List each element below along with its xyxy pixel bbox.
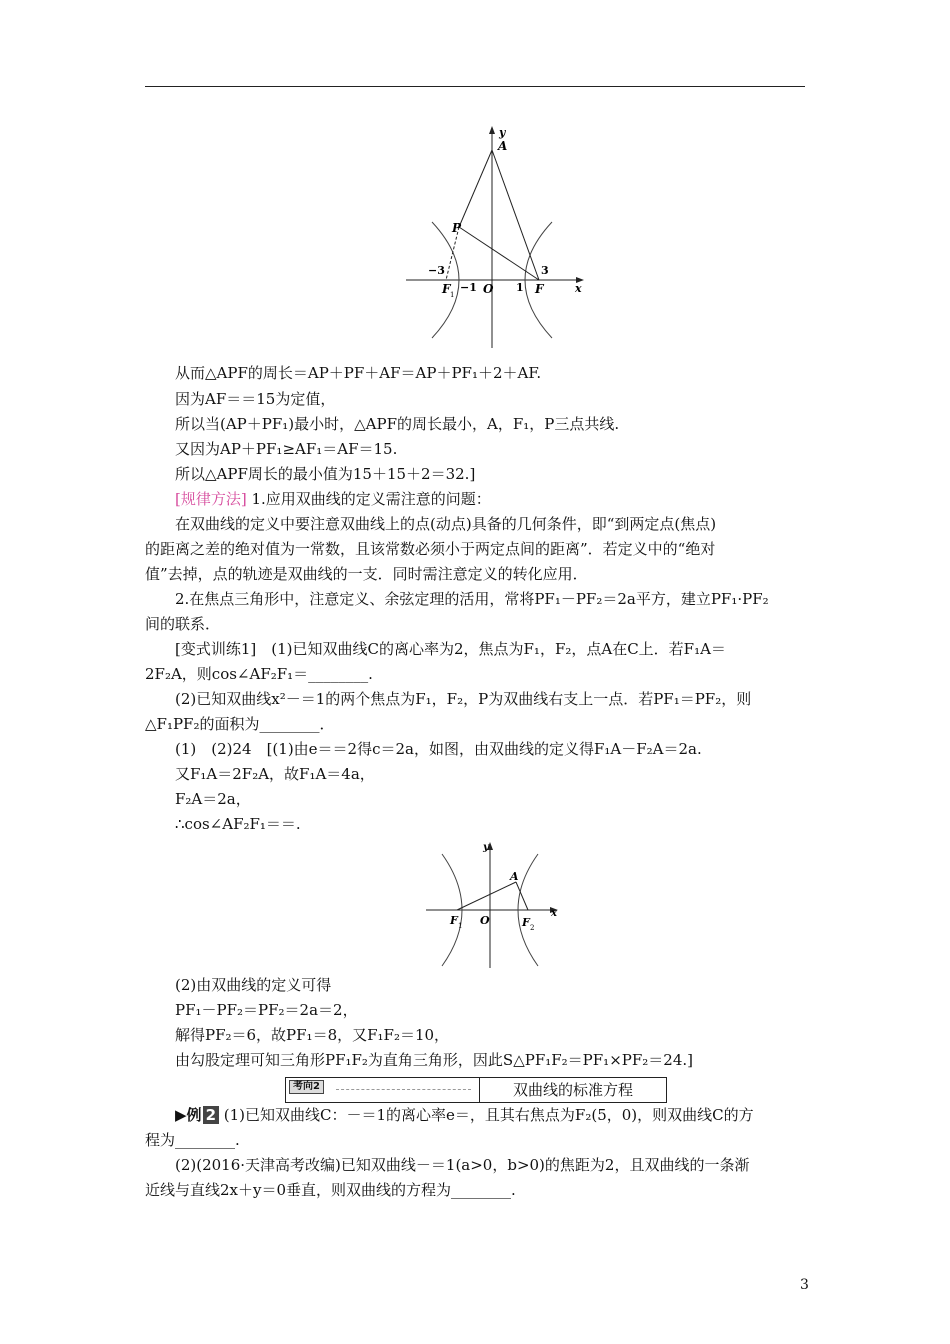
page-number: 3 — [800, 1277, 809, 1293]
section-tag: 考向2 — [289, 1080, 324, 1094]
text-line: 近线与直线2x＋y＝0垂直，则双曲线的方程为________. — [145, 1181, 516, 1199]
fig1-x-label: x — [575, 282, 582, 295]
method-text: 1.应用双曲线的定义需注意的问题： — [246, 490, 491, 508]
text-line: △F₁PF₂的面积为________． — [145, 715, 335, 733]
text-line: 程为________. — [145, 1131, 240, 1149]
hyperbola-figure-2 — [420, 840, 565, 970]
top-rule — [145, 86, 805, 87]
fig2-point-f2: F — [522, 916, 530, 929]
text-line: 又F₁A＝2F₂A，故F₁A＝4a， — [175, 765, 375, 783]
text-line: 又因为AP＋PF₁≥AF₁＝AF＝15. — [175, 440, 398, 458]
method-line — [175, 489, 491, 509]
fig1-point-f1-sub: 1 — [450, 291, 455, 299]
example-number: 2 — [203, 1106, 219, 1124]
example-label: 例 — [186, 1106, 202, 1124]
hyperbola-figure-1 — [400, 122, 590, 350]
text-line: 所以△APF周长的最小值为15＋15＋2＝32.] — [175, 465, 476, 483]
fig1-y-label: y — [499, 126, 506, 139]
text-line: 2.在焦点三角形中，注意定义、余弦定理的活用，常将PF₁－PF₂＝2a平方，建立PF₁·PF₂ — [175, 590, 769, 608]
text-line: 解得PF₂＝6，故PF₁＝8，又F₁F₂＝10， — [175, 1026, 450, 1044]
text-line: 因为AF＝＝15为定值， — [175, 390, 336, 408]
fig1-point-p: P — [452, 221, 462, 235]
fig1-one: 1 — [516, 281, 524, 294]
fig1-point-f1: F — [442, 282, 451, 296]
text-line: PF₁－PF₂＝PF₂＝2a＝2， — [175, 1001, 358, 1019]
example-text: (1)已知双曲线C：－＝1的离心率e＝，且其右焦点为F₂(5，0)，则双曲线C的方 — [223, 1106, 754, 1124]
text-line: 2F₂A，则cos∠AF₂F₁＝________. — [145, 665, 373, 683]
method-tag: [规律方法] — [175, 490, 247, 508]
fig2-point-f1-sub: 1 — [458, 922, 463, 930]
text-line: 由勾股定理可知三角形PF₁F₂为直角三角形，因此S△PF₁F₂＝PF₁×PF₂＝24.] — [175, 1051, 693, 1069]
section-dashed-line — [336, 1089, 471, 1090]
text-line: (2)由双曲线的定义可得 — [175, 976, 332, 994]
text-line: 在双曲线的定义中要注意双曲线上的点(动点)具备的几何条件，即“到两定点(焦点) — [175, 515, 717, 533]
fig2-x-label: x — [551, 908, 557, 919]
fig1-three: 3 — [541, 264, 549, 277]
text-line: (2)(2016·天津高考改编)已知双曲线－＝1(a>0，b>0)的焦距为2，且双曲线的一条渐 — [175, 1156, 750, 1174]
fig1-neg1: −1 — [460, 281, 477, 294]
text-line: 值”去掉，点的轨迹是双曲线的一支．同时需注意定义的转化应用． — [145, 565, 588, 583]
example-badge: ▶例 2 — [175, 1105, 219, 1125]
text-line: ∴cos∠AF₂F₁＝＝. — [175, 815, 301, 833]
fig1-neg3: −3 — [428, 264, 445, 277]
text-line: (1) (2)24 [(1)由e＝＝2得c＝2a，如图，由双曲线的定义得F₁A－F₂A＝2a. — [175, 740, 702, 758]
fig1-origin: O — [483, 282, 494, 296]
text-line: F₂A＝2a， — [175, 790, 251, 808]
fig2-y-label: y — [483, 842, 489, 853]
fig1-point-f: F — [535, 282, 544, 296]
text-line: 的距离之差的绝对值为一常数，且该常数必须小于两定点间的距离”．若定义中的“绝对 — [145, 540, 716, 558]
text-line: (2)已知双曲线x²－＝1的两个焦点为F₁，F₂，P为双曲线右支上一点．若PF₁＝PF₂，则 — [175, 690, 752, 708]
text-line: 间的联系． — [145, 615, 221, 633]
text-line: [变式训练1] (1)已知双曲线C的离心率为2，焦点为F₁，F₂，点A在C上．若F₁A＝ — [175, 640, 726, 658]
section-header-left — [286, 1078, 480, 1102]
example-line — [175, 1105, 754, 1125]
text-line: 所以当(AP＋PF₁)最小时，△APF的周长最小，A，F₁，P三点共线. — [175, 415, 620, 433]
fig2-point-f2-sub: 2 — [530, 924, 535, 932]
fig2-point-f1: F — [450, 914, 458, 927]
fig2-point-a: A — [510, 870, 519, 883]
text-line: 从而△APF的周长＝AP＋PF＋AF＝AP＋PF₁＋2＋AF. — [175, 364, 542, 382]
fig2-origin: O — [480, 914, 490, 927]
section-header-box — [285, 1077, 667, 1103]
section-title: 双曲线的标准方程 — [512, 1081, 633, 1099]
fig1-point-a: A — [498, 139, 508, 153]
